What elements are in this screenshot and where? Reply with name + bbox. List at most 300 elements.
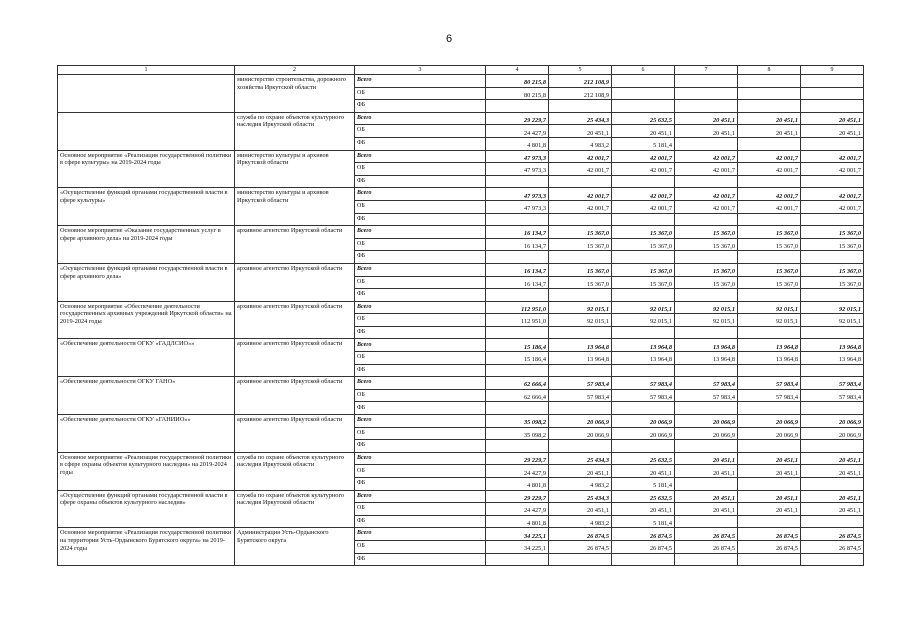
amount-cell: 15 367,0 (612, 226, 675, 239)
funding-source-cell: ОБ (355, 163, 486, 176)
amount-cell (801, 402, 864, 415)
column-number: 9 (801, 66, 864, 75)
amount-cell: 13 964,8 (738, 352, 801, 365)
amount-cell: 42 001,7 (612, 163, 675, 176)
amount-cell (486, 289, 549, 302)
amount-cell: 26 874,5 (675, 528, 738, 541)
funding-source-cell: ОБ (355, 314, 486, 327)
amount-cell: 15 367,0 (612, 263, 675, 276)
funding-source-cell: ФБ (355, 326, 486, 339)
amount-cell: 20 066,9 (549, 415, 612, 428)
amount-cell: 42 001,7 (675, 200, 738, 213)
amount-cell: 42 001,7 (549, 150, 612, 163)
amount-cell (675, 440, 738, 453)
amount-cell (486, 175, 549, 188)
amount-cell: 20 066,9 (801, 427, 864, 440)
amount-cell: 20 451,1 (675, 503, 738, 516)
amount-cell: 42 001,7 (549, 200, 612, 213)
amount-cell (486, 553, 549, 566)
amount-cell (738, 87, 801, 100)
amount-cell: 26 874,5 (549, 528, 612, 541)
amount-cell (738, 478, 801, 491)
amount-cell: 15 367,0 (612, 238, 675, 251)
amount-cell: 24 427,9 (486, 125, 549, 138)
amount-cell (549, 364, 612, 377)
amount-cell (738, 213, 801, 226)
executor-cell: архивное агентство Иркутской области (235, 226, 355, 264)
amount-cell: 4 801,8 (486, 515, 549, 528)
amount-cell: 42 001,7 (738, 150, 801, 163)
amount-cell: 92 015,1 (612, 301, 675, 314)
amount-cell: 13 964,8 (549, 339, 612, 352)
measure-name-cell: Основное мероприятие «Реализация государственной политики в сфере охраны объектов культурного наследия» на 2019-2024 годы (58, 452, 235, 490)
amount-cell: 25 632,5 (612, 490, 675, 503)
amount-cell: 26 874,5 (738, 528, 801, 541)
amount-cell (549, 213, 612, 226)
amount-cell: 35 098,2 (486, 415, 549, 428)
executor-cell: министерство культуры и архивов Иркутской области (235, 150, 355, 188)
amount-cell: 42 001,7 (738, 163, 801, 176)
amount-cell (738, 402, 801, 415)
amount-cell: 57 983,4 (612, 377, 675, 390)
executor-cell: служба по охране объектов культурного наследия Иркутской области (235, 112, 355, 150)
amount-cell: 57 983,4 (738, 389, 801, 402)
amount-cell: 20 066,9 (612, 427, 675, 440)
amount-cell: 92 015,1 (549, 301, 612, 314)
amount-cell (612, 100, 675, 113)
executor-cell: архивное агентство Иркутской области (235, 263, 355, 301)
amount-cell: 20 066,9 (675, 415, 738, 428)
amount-cell (675, 87, 738, 100)
table-row (58, 377, 864, 390)
table-row (58, 75, 864, 88)
column-number-header (58, 66, 864, 75)
amount-cell: 5 181,4 (612, 478, 675, 491)
amount-cell (549, 440, 612, 453)
funding-source-cell: ФБ (355, 515, 486, 528)
amount-cell: 42 001,7 (612, 150, 675, 163)
funding-source-cell: ФБ (355, 175, 486, 188)
amount-cell: 16 134,7 (486, 238, 549, 251)
amount-cell: 13 964,8 (675, 352, 738, 365)
amount-cell: 42 001,7 (549, 188, 612, 201)
amount-cell: 29 229,7 (486, 112, 549, 125)
column-number: 7 (675, 66, 738, 75)
amount-cell: 15 367,0 (612, 276, 675, 289)
amount-cell: 20 451,1 (612, 503, 675, 516)
funding-source-cell: Всего (355, 75, 486, 88)
budget-table (57, 65, 864, 566)
funding-source-cell: Всего (355, 339, 486, 352)
amount-cell (612, 175, 675, 188)
funding-source-cell: ФБ (355, 478, 486, 491)
amount-cell: 15 367,0 (801, 263, 864, 276)
column-number: 3 (355, 66, 486, 75)
amount-cell (486, 402, 549, 415)
amount-cell (549, 553, 612, 566)
funding-source-cell: Всего (355, 490, 486, 503)
amount-cell: 42 001,7 (612, 188, 675, 201)
amount-cell: 20 451,1 (738, 465, 801, 478)
amount-cell: 15 367,0 (801, 238, 864, 251)
funding-source-cell: ОБ (355, 427, 486, 440)
funding-source-cell: ФБ (355, 251, 486, 264)
measure-name-cell: «Обеспечение деятельности ОГКУ «ГАДЛСИО»» (58, 339, 235, 377)
amount-cell: 20 451,1 (675, 112, 738, 125)
funding-source-cell: Всего (355, 188, 486, 201)
funding-source-cell: ФБ (355, 137, 486, 150)
amount-cell (612, 402, 675, 415)
funding-source-cell: ОБ (355, 503, 486, 516)
amount-cell: 92 015,1 (675, 314, 738, 327)
amount-cell: 212 108,9 (549, 75, 612, 88)
amount-cell: 5 181,4 (612, 515, 675, 528)
amount-cell: 20 451,1 (675, 490, 738, 503)
measure-name-cell: Основное мероприятие «Оказание государственных услуг в сфере архивного дела» на 2019-2024 годы (58, 226, 235, 264)
amount-cell: 20 066,9 (675, 427, 738, 440)
funding-source-cell: ОБ (355, 276, 486, 289)
amount-cell: 92 015,1 (738, 301, 801, 314)
amount-cell: 20 451,1 (675, 465, 738, 478)
amount-cell (675, 137, 738, 150)
amount-cell: 16 134,7 (486, 276, 549, 289)
amount-cell (612, 213, 675, 226)
amount-cell: 26 874,5 (612, 528, 675, 541)
amount-cell: 47 973,3 (486, 163, 549, 176)
column-number: 2 (235, 66, 355, 75)
executor-cell: министерство культуры и архивов Иркутской области (235, 188, 355, 226)
amount-cell: 42 001,7 (675, 150, 738, 163)
amount-cell (801, 137, 864, 150)
amount-cell: 34 225,1 (486, 540, 549, 553)
amount-cell (675, 175, 738, 188)
amount-cell: 20 451,1 (738, 490, 801, 503)
amount-cell (801, 478, 864, 491)
measure-name-cell: Основное мероприятие «Обеспечение деятельности государственных архивных учреждений Иркутской области» на 2019-2024 годы (58, 301, 235, 339)
measure-name-cell: «Осуществление функций органами государственной власти в сфере архивного дела» (58, 263, 235, 301)
executor-cell: архивное агентство Иркутской области (235, 377, 355, 415)
amount-cell (612, 75, 675, 88)
amount-cell (612, 326, 675, 339)
amount-cell: 42 001,7 (801, 150, 864, 163)
measure-name-cell: «Осуществление функций органами государственной власти в сфере охраны объектов культурного наследия» (58, 490, 235, 528)
executor-cell: служба по охране объектов культурного наследия Иркутской области (235, 490, 355, 528)
amount-cell: 42 001,7 (675, 163, 738, 176)
amount-cell (801, 87, 864, 100)
amount-cell (675, 289, 738, 302)
measure-name-cell: Основное мероприятие «Реализация государственной политики на территории Усть-Ордынского Бурятского округа» на 2019-2024 годы (58, 528, 235, 566)
amount-cell (738, 251, 801, 264)
table-row (58, 490, 864, 503)
funding-source-cell: Всего (355, 377, 486, 390)
amount-cell: 20 451,1 (549, 125, 612, 138)
table-row (58, 150, 864, 163)
amount-cell: 42 001,7 (675, 188, 738, 201)
amount-cell: 4 983,2 (549, 137, 612, 150)
amount-cell: 20 451,1 (738, 452, 801, 465)
table-row (58, 226, 864, 239)
amount-cell (675, 251, 738, 264)
amount-cell: 16 134,7 (486, 226, 549, 239)
amount-cell (801, 515, 864, 528)
amount-cell: 20 451,1 (549, 503, 612, 516)
funding-source-cell: ОБ (355, 465, 486, 478)
amount-cell: 42 001,7 (801, 188, 864, 201)
amount-cell: 13 964,8 (738, 339, 801, 352)
amount-cell (738, 175, 801, 188)
measure-name-cell: «Обеспечение деятельности ОГКУ ГАНО» (58, 377, 235, 415)
amount-cell (486, 251, 549, 264)
amount-cell: 15 367,0 (549, 226, 612, 239)
column-number: 4 (486, 66, 549, 75)
amount-cell: 13 964,8 (549, 352, 612, 365)
amount-cell (675, 553, 738, 566)
executor-cell: Администрация Усть-Ордынского Бурятского округа (235, 528, 355, 566)
amount-cell (612, 289, 675, 302)
amount-cell: 26 874,5 (612, 540, 675, 553)
funding-source-cell: ФБ (355, 213, 486, 226)
amount-cell: 80 215,8 (486, 75, 549, 88)
amount-cell (486, 440, 549, 453)
amount-cell: 29 229,7 (486, 452, 549, 465)
funding-source-cell: Всего (355, 263, 486, 276)
amount-cell (486, 326, 549, 339)
amount-cell (549, 251, 612, 264)
funding-source-cell: ОБ (355, 200, 486, 213)
funding-source-cell: ФБ (355, 364, 486, 377)
amount-cell (549, 289, 612, 302)
measure-name-cell (58, 75, 235, 113)
amount-cell: 15 367,0 (549, 238, 612, 251)
amount-cell: 20 066,9 (549, 427, 612, 440)
amount-cell: 25 632,5 (612, 452, 675, 465)
amount-cell: 57 983,4 (801, 389, 864, 402)
funding-source-cell: Всего (355, 226, 486, 239)
table-row (58, 339, 864, 352)
executor-cell: служба по охране объектов культурного наследия Иркутской области (235, 452, 355, 490)
amount-cell: 26 874,5 (801, 540, 864, 553)
executor-cell: архивное агентство Иркутской области (235, 339, 355, 377)
amount-cell: 20 451,1 (738, 112, 801, 125)
amount-cell (738, 75, 801, 88)
funding-source-cell: ОБ (355, 389, 486, 402)
executor-cell: архивное агентство Иркутской области (235, 301, 355, 339)
amount-cell (549, 100, 612, 113)
amount-cell: 20 451,1 (801, 465, 864, 478)
amount-cell: 47 973,3 (486, 188, 549, 201)
amount-cell (612, 87, 675, 100)
funding-source-cell: ОБ (355, 540, 486, 553)
amount-cell: 20 451,1 (549, 465, 612, 478)
amount-cell: 26 874,5 (738, 540, 801, 553)
amount-cell (486, 364, 549, 377)
amount-cell: 15 367,0 (738, 276, 801, 289)
column-number: 1 (58, 66, 235, 75)
amount-cell: 15 367,0 (675, 238, 738, 251)
funding-source-cell: Всего (355, 112, 486, 125)
amount-cell (612, 364, 675, 377)
amount-cell: 13 964,8 (612, 339, 675, 352)
column-number: 5 (549, 66, 612, 75)
amount-cell (801, 100, 864, 113)
amount-cell: 15 367,0 (801, 276, 864, 289)
measure-name-cell: «Обеспечение деятельности ОГКУ «ГАНИИО»» (58, 415, 235, 453)
amount-cell (675, 326, 738, 339)
amount-cell: 57 983,4 (738, 377, 801, 390)
amount-cell: 92 015,1 (801, 314, 864, 327)
amount-cell (675, 75, 738, 88)
amount-cell: 13 964,8 (801, 339, 864, 352)
amount-cell: 25 434,3 (549, 452, 612, 465)
amount-cell: 15 367,0 (675, 263, 738, 276)
amount-cell: 212 108,9 (549, 87, 612, 100)
amount-cell (738, 326, 801, 339)
amount-cell: 20 451,1 (675, 125, 738, 138)
amount-cell: 15 367,0 (675, 276, 738, 289)
amount-cell: 92 015,1 (612, 314, 675, 327)
amount-cell: 20 451,1 (801, 490, 864, 503)
amount-cell: 57 983,4 (801, 377, 864, 390)
amount-cell: 20 066,9 (738, 415, 801, 428)
amount-cell: 92 015,1 (675, 301, 738, 314)
amount-cell: 20 451,1 (801, 503, 864, 516)
amount-cell: 15 367,0 (549, 263, 612, 276)
measure-name-cell (58, 112, 235, 150)
table-row (58, 263, 864, 276)
funding-source-cell: ОБ (355, 87, 486, 100)
amount-cell: 92 015,1 (738, 314, 801, 327)
funding-source-cell: Всего (355, 150, 486, 163)
amount-cell: 15 186,4 (486, 339, 549, 352)
amount-cell: 26 874,5 (549, 540, 612, 553)
column-number: 8 (738, 66, 801, 75)
amount-cell: 20 451,1 (738, 125, 801, 138)
measure-name-cell: «Осуществление функций органами государственной власти в сфере культуры» (58, 188, 235, 226)
amount-cell: 20 451,1 (801, 112, 864, 125)
amount-cell: 24 427,9 (486, 503, 549, 516)
amount-cell (801, 440, 864, 453)
amount-cell: 20 451,1 (612, 465, 675, 478)
funding-source-cell: Всего (355, 415, 486, 428)
page-number: 6 (446, 33, 453, 45)
amount-cell (675, 515, 738, 528)
table-row (58, 415, 864, 428)
amount-cell: 20 451,1 (738, 503, 801, 516)
amount-cell (738, 515, 801, 528)
table-row (58, 188, 864, 201)
amount-cell: 20 451,1 (801, 125, 864, 138)
amount-cell (738, 364, 801, 377)
amount-cell: 47 973,3 (486, 200, 549, 213)
funding-source-cell: ОБ (355, 352, 486, 365)
amount-cell: 20 451,1 (612, 125, 675, 138)
amount-cell: 62 666,4 (486, 389, 549, 402)
amount-cell: 4 801,8 (486, 137, 549, 150)
amount-cell (801, 75, 864, 88)
amount-cell: 112 951,0 (486, 301, 549, 314)
amount-cell (549, 402, 612, 415)
amount-cell: 42 001,7 (738, 188, 801, 201)
amount-cell: 15 367,0 (549, 276, 612, 289)
amount-cell (675, 213, 738, 226)
amount-cell: 13 964,8 (612, 352, 675, 365)
amount-cell: 80 215,8 (486, 87, 549, 100)
amount-cell (801, 289, 864, 302)
amount-cell (801, 364, 864, 377)
amount-cell (675, 364, 738, 377)
amount-cell: 5 181,4 (612, 137, 675, 150)
amount-cell: 15 367,0 (801, 226, 864, 239)
amount-cell: 15 367,0 (738, 226, 801, 239)
amount-cell: 15 367,0 (675, 226, 738, 239)
amount-cell: 26 874,5 (675, 540, 738, 553)
amount-cell (801, 213, 864, 226)
amount-cell: 57 983,4 (612, 389, 675, 402)
amount-cell: 42 001,7 (801, 200, 864, 213)
amount-cell: 25 434,3 (549, 112, 612, 125)
funding-source-cell: Всего (355, 452, 486, 465)
amount-cell: 13 964,8 (801, 352, 864, 365)
table-row (58, 112, 864, 125)
funding-source-cell: ОБ (355, 125, 486, 138)
table-row (58, 301, 864, 314)
amount-cell (486, 213, 549, 226)
amount-cell: 35 098,2 (486, 427, 549, 440)
executor-cell: министерство строительства, дорожного хозяйства Иркутской области (235, 75, 355, 113)
amount-cell: 4 983,2 (549, 478, 612, 491)
amount-cell: 20 066,9 (738, 427, 801, 440)
funding-source-cell: ФБ (355, 402, 486, 415)
amount-cell: 92 015,1 (549, 314, 612, 327)
amount-cell: 20 066,9 (801, 415, 864, 428)
amount-cell (612, 251, 675, 264)
amount-cell: 47 973,3 (486, 150, 549, 163)
amount-cell (801, 175, 864, 188)
amount-cell: 42 001,7 (612, 200, 675, 213)
amount-cell (738, 137, 801, 150)
amount-cell: 42 001,7 (549, 163, 612, 176)
executor-cell: архивное агентство Иркутской области (235, 415, 355, 453)
amount-cell: 92 015,1 (801, 301, 864, 314)
amount-cell (675, 100, 738, 113)
amount-cell (549, 175, 612, 188)
amount-cell: 42 001,7 (738, 200, 801, 213)
amount-cell (738, 553, 801, 566)
amount-cell: 26 874,5 (801, 528, 864, 541)
amount-cell (675, 478, 738, 491)
amount-cell: 57 983,4 (675, 377, 738, 390)
amount-cell: 62 666,4 (486, 377, 549, 390)
amount-cell: 112 951,0 (486, 314, 549, 327)
funding-source-cell: Всего (355, 528, 486, 541)
amount-cell: 24 427,9 (486, 465, 549, 478)
amount-cell (801, 326, 864, 339)
amount-cell: 25 632,5 (612, 112, 675, 125)
amount-cell (801, 553, 864, 566)
funding-source-cell: Всего (355, 301, 486, 314)
amount-cell: 57 983,4 (549, 389, 612, 402)
amount-cell: 34 225,1 (486, 528, 549, 541)
table-row (58, 452, 864, 465)
funding-source-cell: ФБ (355, 289, 486, 302)
amount-cell: 29 229,7 (486, 490, 549, 503)
amount-cell: 15 367,0 (738, 238, 801, 251)
amount-cell: 57 983,4 (549, 377, 612, 390)
amount-cell: 15 367,0 (738, 263, 801, 276)
amount-cell (738, 440, 801, 453)
measure-name-cell: Основное мероприятие «Реализация государственной политики в сфере культуры» на 2019-2024 годы (58, 150, 235, 188)
funding-source-cell: ФБ (355, 440, 486, 453)
